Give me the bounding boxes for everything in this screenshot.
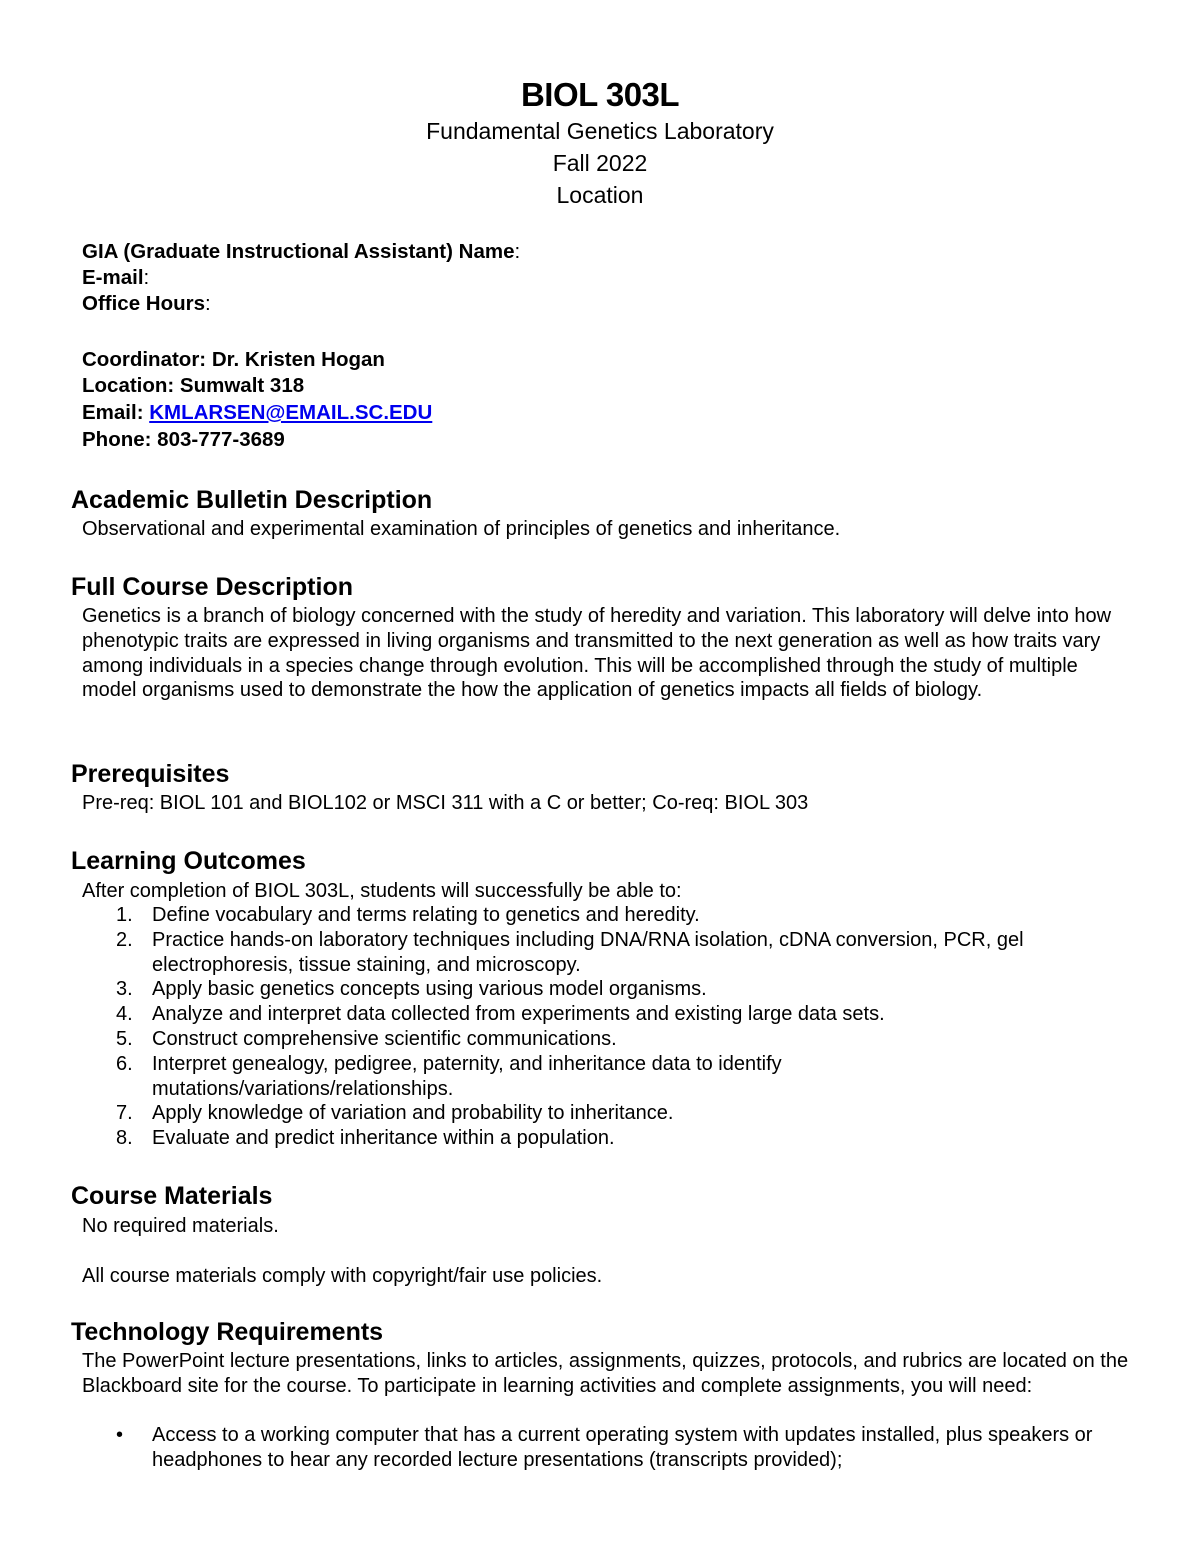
outcome-item (82, 1101, 1132, 1126)
outcome-number: 2. (116, 928, 133, 951)
gia-name-colon: : (514, 240, 521, 263)
outcome-number: 1. (116, 904, 133, 926)
outcome-number: 3. (116, 978, 133, 1001)
gia-name-label: GIA (Graduate Instructional Assistant) Name (82, 240, 515, 263)
outcome-text: Apply knowledge of variation and probability to inheritance. (152, 1102, 674, 1125)
outcome-text: Evaluate and predict inheritance within a population. (152, 1127, 615, 1150)
prerequisites-text: Pre-req: BIOL 101 and BIOL102 or MSCI 311 with a C or better; Co-req: BIOL 303 (82, 792, 809, 814)
full-description-heading: Full Course Description (71, 573, 353, 601)
coordinator-email-line (82, 401, 432, 425)
coordinator-email-label: Email: (82, 401, 150, 424)
gia-office-hours-label: Office Hours (82, 292, 206, 315)
outcome-item (82, 928, 1132, 978)
outcome-text: Apply basic genetics concepts using various model organisms. (152, 978, 707, 1001)
gia-email-label: E-mail (82, 266, 144, 289)
outcome-number: 7. (116, 1102, 133, 1125)
technology-bullet-list (82, 1423, 1132, 1473)
coordinator-email-link[interactable]: KMLARSEN@EMAIL.SC.EDU (149, 401, 433, 424)
outcome-item (82, 1052, 1132, 1102)
outcome-number: 5. (116, 1027, 133, 1050)
coordinator-line: Coordinator: Dr. Kristen Hogan (82, 348, 385, 371)
full-description-text: Genetics is a branch of biology concerned with the study of heredity and variation. This laboratory will delve into how phenotypic traits are expressed in living organisms and transmitted to the next generation as well as how traits vary among individuals in a species change through evolution. This will be accomplished through the study of multiple model organisms used to demonstrate the how the application of genetics impacts all fields of biology. (82, 605, 1112, 702)
outcome-item (82, 903, 1132, 928)
materials-line-1: No required materials. (82, 1215, 279, 1237)
outcome-item (82, 1002, 1132, 1027)
technology-heading: Technology Requirements (71, 1318, 384, 1346)
gia-name-line (82, 240, 520, 264)
gia-office-hours-line (82, 292, 211, 316)
technology-bullet-item (82, 1423, 1132, 1473)
outcome-number: 4. (116, 1003, 133, 1026)
materials-line-2: All course materials comply with copyright/fair use policies. (82, 1265, 603, 1287)
outcome-item (82, 1027, 1132, 1052)
outcome-text: Interpret genealogy, pedigree, paternity, and inheritance data to identify mutations/variations/relationships. (152, 1052, 782, 1100)
outcome-text: Construct comprehensive scientific communications. (152, 1027, 617, 1050)
outcome-number: 6. (116, 1052, 133, 1075)
outcomes-list (82, 903, 1132, 1151)
course-title: Fundamental Genetics Laboratory (426, 118, 774, 144)
gia-office-hours-colon: : (205, 292, 211, 315)
course-code-title: BIOL 303L (520, 76, 680, 113)
outcome-text: Define vocabulary and terms relating to genetics and heredity. (152, 904, 700, 926)
materials-heading: Course Materials (71, 1182, 273, 1210)
outcome-text: Analyze and interpret data collected from experiments and existing large data sets. (152, 1003, 885, 1026)
outcome-text: Practice hands-on laboratory techniques including DNA/RNA isolation, cDNA conversion, PCR, gel electrophoresis, tissue staining, and microscopy. (152, 928, 1024, 976)
course-term: Fall 2022 (552, 150, 648, 176)
outcome-number: 8. (116, 1127, 133, 1150)
technology-text: The PowerPoint lecture presentations, links to articles, assignments, quizzes, protocols, and rubrics are located on the Blackboard site for the course. To participate in learning activities and complete assignments, you will need: (82, 1350, 1129, 1397)
outcome-item (82, 1126, 1132, 1151)
bulletin-text: Observational and experimental examination of principles of genetics and inheritance. (82, 518, 841, 540)
coordinator-location-line: Location: Sumwalt 318 (82, 374, 305, 397)
bullet-icon: • (116, 1424, 124, 1446)
outcomes-intro: After completion of BIOL 303L, students will successfully be able to: (82, 880, 682, 902)
course-location: Location (556, 182, 644, 208)
outcome-item (82, 977, 1132, 1002)
outcomes-heading: Learning Outcomes (71, 847, 306, 875)
gia-email-colon: : (143, 266, 150, 289)
technology-bullet-text: Access to a working computer that has a current operating system with updates installed, plus speakers or headphones to hear any recorded lecture presentations (transcripts provided); (152, 1424, 1093, 1471)
prerequisites-heading: Prerequisites (71, 760, 230, 788)
gia-email-line (82, 266, 149, 290)
coordinator-phone-line: Phone: 803-777-3689 (82, 428, 285, 451)
bulletin-heading: Academic Bulletin Description (71, 486, 433, 514)
